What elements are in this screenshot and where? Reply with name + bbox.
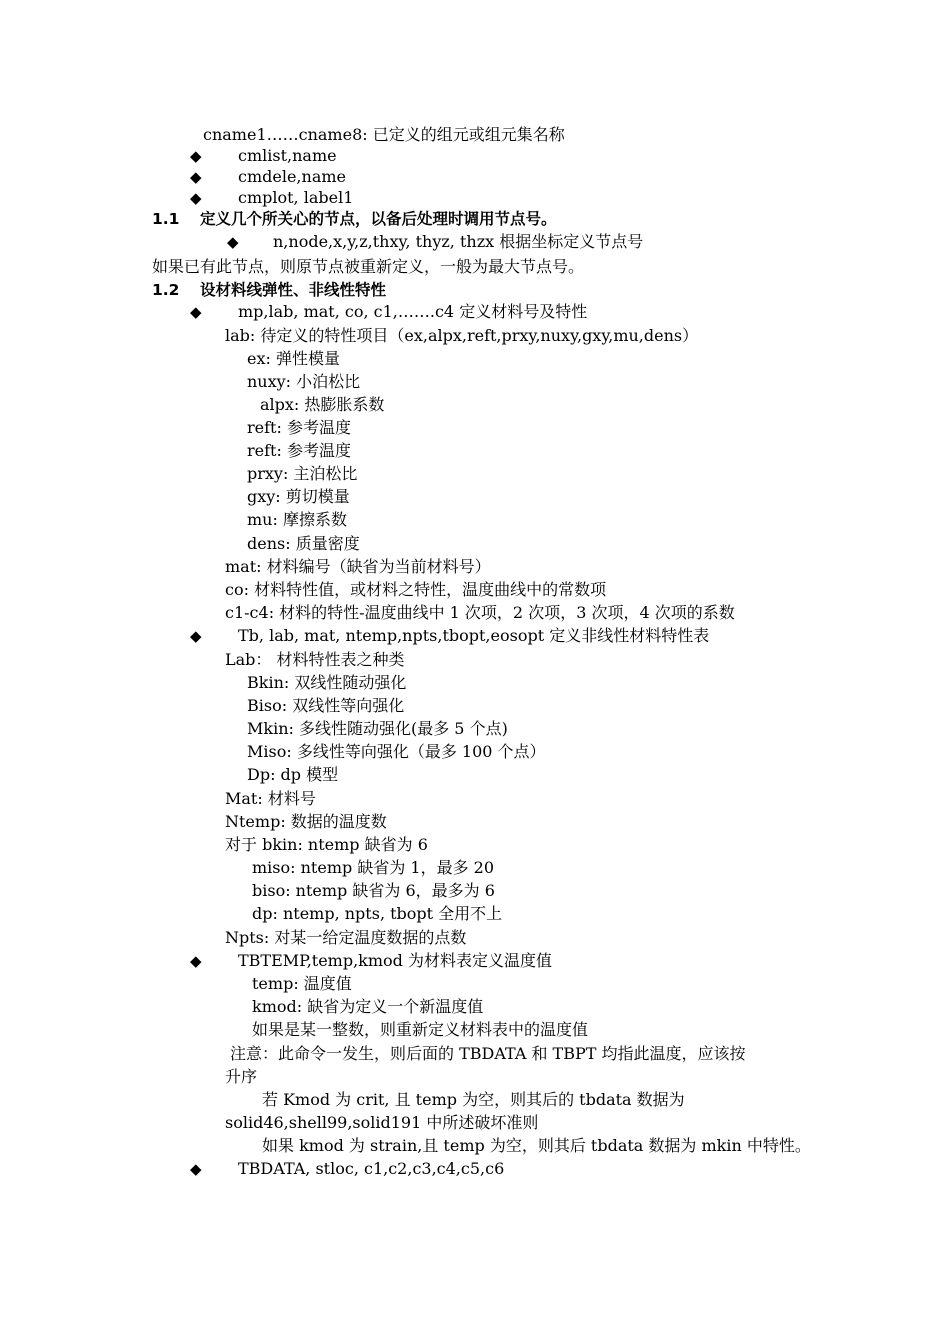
heading-number: 1.1 (152, 210, 180, 228)
text-line: nuxy: 小泊松比 (247, 372, 361, 391)
text-line: Dp: dp 模型 (247, 765, 339, 784)
text-line: mat: 材料编号（缺省为当前材料号） (225, 557, 491, 576)
text-line: ex: 弹性模量 (247, 349, 340, 368)
bullet-item: mp,lab, mat, co, c1,…….c4 定义材料号及特性 (238, 302, 588, 321)
text-line: mu: 摩擦系数 (247, 510, 347, 529)
bullet-icon: ◆ (190, 303, 202, 321)
text-line: c1-c4: 材料的特性-温度曲线中 1 次项，2 次项，3 次项，4 次项的系数 (225, 603, 735, 622)
bullet-icon: ◆ (190, 627, 202, 645)
text-line: prxy: 主泊松比 (247, 464, 358, 483)
text-line: 升序 (225, 1067, 258, 1086)
heading-text: 设材料线弹性、非线性特性 (200, 281, 387, 299)
text-line: gxy: 剪切模量 (247, 487, 350, 506)
bullet-item: TBTEMP,temp,kmod 为材料表定义温度值 (238, 951, 553, 970)
text-line: solid46,shell99,solid191 中所述破坏准则 (225, 1113, 539, 1132)
text-line: lab: 待定义的特性项目（ex,alpx,reft,prxy,nuxy,gxy,mu,dens） (225, 326, 699, 345)
text-line: Biso: 双线性等向强化 (247, 696, 405, 715)
text-line: Lab： 材料特性表之种类 (225, 650, 405, 669)
bullet-item: TBDATA, stloc, c1,c2,c3,c4,c5,c6 (238, 1159, 505, 1178)
text-line: co: 材料特性值，或材料之特性，温度曲线中的常数项 (225, 580, 607, 599)
text-line: reft: 参考温度 (247, 418, 351, 437)
text-line: dp: ntemp, npts, tbopt 全用不上 (252, 904, 503, 923)
text-line: 如果是某一整数，则重新定义材料表中的温度值 (252, 1020, 589, 1039)
text-line: 如果已有此节点，则原节点被重新定义，一般为最大节点号。 (152, 257, 585, 276)
bullet-item: cmplot, label1 (238, 188, 354, 207)
bullet-icon: ◆ (190, 147, 202, 165)
text-line: 注意：此命令一发生，则后面的 TBDATA 和 TBPT 均指此温度，应该按 (230, 1044, 746, 1063)
bullet-icon: ◆ (190, 168, 202, 186)
heading-text: 定义几个所关心的节点，以备后处理时调用节点号。 (200, 210, 557, 228)
text-line: Miso: 多线性等向强化（最多 100 个点） (247, 742, 546, 761)
text-line: reft: 参考温度 (247, 441, 351, 460)
text-line: alpx: 热膨胀系数 (260, 395, 385, 414)
text-line: 如果 kmod 为 strain,且 temp 为空，则其后 tbdata 数据为 mkin 中特性。 (262, 1136, 811, 1155)
text-line: temp: 温度值 (252, 974, 352, 993)
text-line: biso: ntemp 缺省为 6，最多为 6 (252, 881, 495, 900)
bullet-icon: ◆ (227, 233, 239, 251)
text-line: dens: 质量密度 (247, 534, 360, 553)
bullet-item: n,node,x,y,z,thxy, thyz, thzx 根据坐标定义节点号 (273, 232, 644, 251)
bullet-icon: ◆ (190, 1160, 202, 1178)
bullet-item: Tb, lab, mat, ntemp,npts,tbopt,eosopt 定义非线性材料特性表 (238, 626, 710, 645)
bullet-item: cmlist,name (238, 146, 337, 165)
text-line: kmod: 缺省为定义一个新温度值 (252, 997, 484, 1016)
text-line: cname1……cname8: 已定义的组元或组元集名称 (203, 125, 565, 144)
section-heading-1-2 (152, 280, 386, 300)
bullet-icon: ◆ (190, 952, 202, 970)
text-line: 若 Kmod 为 crit, 且 temp 为空，则其后的 tbdata 数据为 (262, 1090, 685, 1109)
text-line: miso: ntemp 缺省为 1，最多 20 (252, 858, 495, 877)
bullet-icon: ◆ (190, 189, 202, 207)
heading-number: 1.2 (152, 281, 180, 299)
text-line: Mkin: 多线性随动强化(最多 5 个点) (247, 719, 508, 738)
section-heading-1-1 (152, 209, 557, 229)
text-line: Ntemp: 数据的温度数 (225, 812, 387, 831)
bullet-item: cmdele,name (238, 167, 346, 186)
text-line: 对于 bkin: ntemp 缺省为 6 (225, 835, 428, 854)
text-line: Bkin: 双线性随动强化 (247, 673, 407, 692)
text-line: Npts: 对某一给定温度数据的点数 (225, 928, 467, 947)
text-line: Mat: 材料号 (225, 789, 316, 808)
